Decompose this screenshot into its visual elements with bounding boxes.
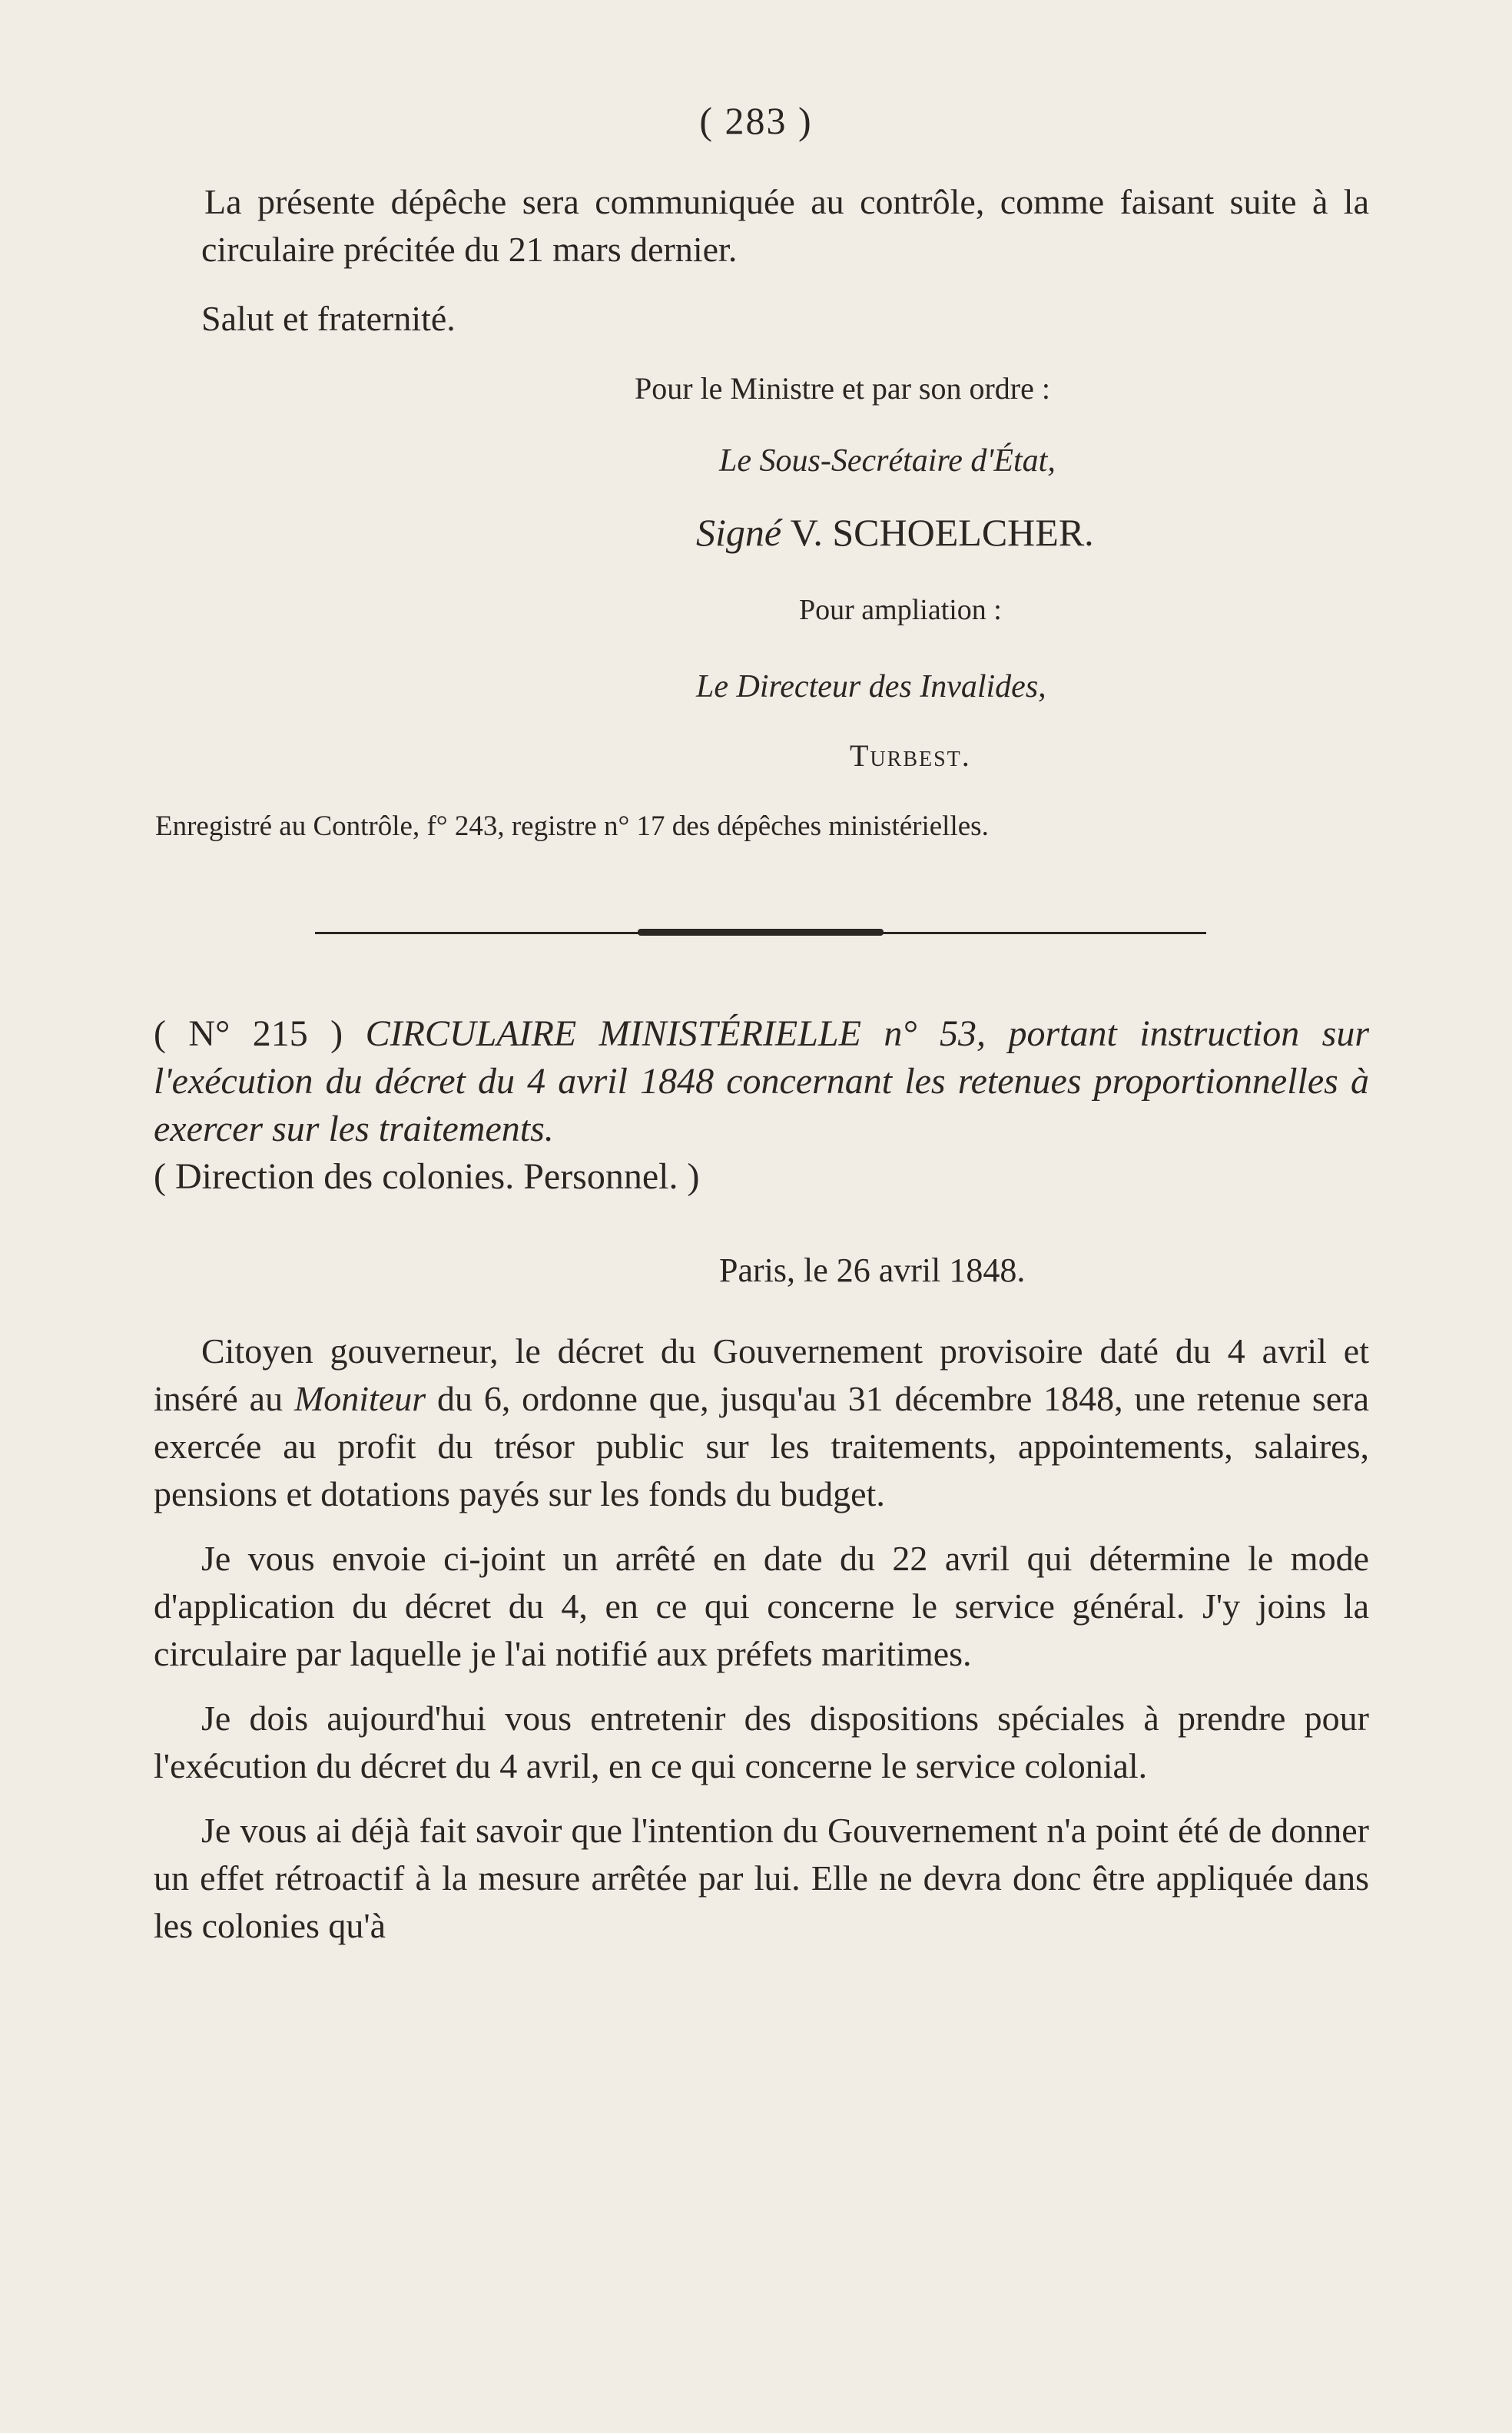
circular-ref: n° 53, [884,1013,986,1054]
signature-line [696,510,1388,555]
direction-line: ( Direction des colonies. Personnel. ) [154,1156,700,1197]
paragraph-arrete: Je vous envoie ci-joint un arrêté en date du 22 avril qui détermine le mode d'application du décret du 4, en ce qui concerne le service général. J'y joins la circulaire par laquelle je l'ai notifié aux préfets maritimes. [154,1539,1369,1673]
circular-heading [154,1010,1369,1201]
moniteur-ref: Moniteur [293,1379,426,1418]
body-text [154,1328,1369,1950]
dateline: Paris, le 26 avril 1848. [719,1251,1026,1289]
opening-paragraph [201,178,1369,273]
circular-label: CIRCULAIRE MINISTÉRIELLE [365,1013,861,1054]
paragraph-decret [154,1328,1369,1518]
paragraph-communiquee: La présente dépêche sera communiquée au contrôle, comme faisant suite à la circulaire précitée du 21 mars dernier. [201,182,1369,269]
signe-label: Signé [696,511,782,554]
signatory-name: V. SCHOELCHER. [790,511,1094,554]
par1-start: Citoyen gouverneur, le décret du Gouvernement provisoire daté du 4 avril et inséré au [154,1331,1369,1418]
sous-secretaire: Le Sous-Secrétaire d'État, [719,443,1056,479]
turbest-signature [850,738,1311,774]
paragraph-service-colonial: Je dois aujourd'hui vous entretenir des dispositions spéciales à prendre pour l'exécution du décret du 4 avril, en ce qui concerne le service colonial. [154,1699,1369,1785]
circular-number: ( N° 215 ) [154,1013,343,1054]
enregistrement-note: Enregistré au Contrôle, f° 243, registre n° 17 des dépêches ministérielles. [155,810,989,842]
section-divider-ornament [638,929,884,936]
circular-subject: portant instruction sur l'exécution du décret du 4 avril 1848 concernant les retenues proportionnelles à exercer sur les traitements. [154,1013,1370,1149]
pour-ampliation: Pour ampliation : [799,594,1002,626]
paragraph-retroactif: Je vous ai déjà fait savoir que l'intention du Gouvernement n'a point été de donner un effet rétroactif à la mesure arrêtée par lui. Elle ne devra donc être appliquée dans les colonies qu'à [154,1811,1369,1945]
salutation: Salut et fraternité. [201,299,456,338]
directeur-invalides: Le Directeur des Invalides, [696,669,1046,704]
circular-title [154,1010,1369,1153]
pour-le-ministre: Pour le Ministre et par son ordre : [635,371,1050,406]
page-number: ( 283 ) [699,99,813,142]
par1-end: du 6, ordonne que, jusqu'au 31 décembre 1848, une retenue sera exercée au profit du trésor public sur les traitements, appointements, salaires, pensions et dotations payés sur les fonds du budget. [154,1379,1369,1513]
turbest-name: Turbest. [850,738,971,773]
